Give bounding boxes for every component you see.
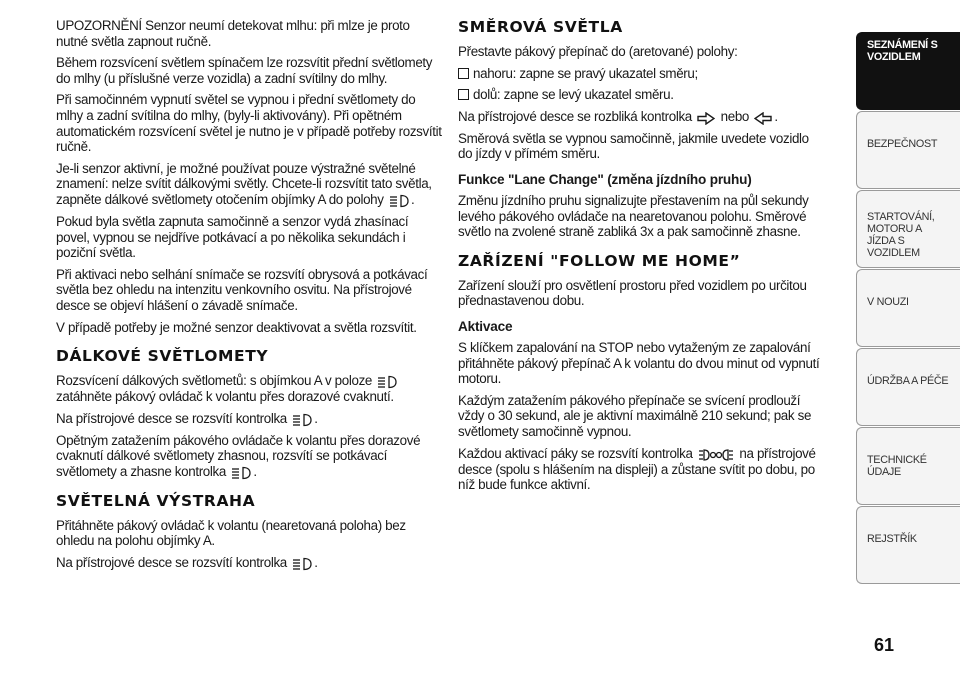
section-heading-vystraha: SVĚTELNÁ VÝSTRAHA — [56, 491, 256, 510]
left-column — [56, 18, 444, 577]
paragraph: Každým zatažením pákového přepínače se svícení prodlouží vždy o 30 sekund, ale je aktivní maximálně 210 sekund; pak se světlomety samočinně vypnou. — [458, 392, 812, 439]
high-beam-icon — [377, 375, 397, 389]
text: Opětným zatažením pákového ovládače k volantu přes dorazové cvaknutí dálkové světlomety zhasnou, rozsvítí se potkávací světlomety a zhasne kontrolka — [56, 432, 421, 479]
tab-technicke-udaje[interactable]: TECHNICKÉ ÚDAJE — [856, 427, 960, 505]
high-beam-icon — [292, 413, 312, 427]
chapter-tabs — [856, 32, 960, 585]
text: dolů: zapne se levý ukazatel směru. — [473, 87, 674, 103]
text: . — [253, 463, 257, 479]
list-item — [458, 66, 820, 82]
paragraph: Při aktivaci nebo selhání snímače se rozsvítí obrysová a potkávací světla bez ohledu na intenzitu venkovního osvitu. Na přístrojové desce se objeví hlášení o závadě snímače. — [56, 266, 428, 313]
high-beam-icon — [389, 194, 409, 208]
paragraph: Pokud byla světla zapnuta samočinně a senzor vydá zhasínací povel, vypnou se nejdříve potkávací a po několika sekundách i poziční světla. — [56, 213, 409, 261]
paragraph — [56, 411, 444, 427]
section-heading-follow-me-home: ZAŘÍZENÍ "FOLLOW ME HOME” — [458, 251, 741, 270]
paragraph: Přitáhněte pákový ovládač k volantu (nearetovaná poloha) bez ohledu na polohu objímky A. — [56, 517, 406, 549]
text: Je-li senzor aktivní, je možné používat pouze výstražné světelné znamení: nelze svítit dálkovými světly. Chcete-li rozsvítit tato světla, zapněte dálkové světlomety otočením objímky A do polohy — [56, 160, 432, 207]
text: Na přístrojové desce se rozsvítí kontrolka — [56, 410, 287, 426]
tab-seznameni[interactable]: SEZNÁMENÍ S VOZIDLEM — [856, 32, 960, 110]
section-heading-dalkove: DÁLKOVÉ SVĚTLOMETY — [56, 347, 269, 366]
text: . — [774, 108, 778, 124]
high-beam-icon — [231, 466, 251, 480]
paragraph: V případě potřeby je možné senzor deaktivovat a světla rozsvítit. — [56, 319, 417, 335]
paragraph: Směrová světla se vypnou samočinně, jakmile uvedete vozidlo do jízdy v přímém směru. — [458, 130, 809, 162]
page-number: 61 — [873, 635, 894, 655]
turn-left-arrow-icon — [754, 112, 772, 125]
text: nebo — [720, 108, 750, 124]
bullet-box-icon — [458, 89, 469, 100]
high-beam-icon — [292, 557, 312, 571]
text: . — [411, 191, 415, 207]
text: Rozsvícení dálkových světlometů: s objímkou A v poloze — [56, 373, 373, 389]
tab-startovani[interactable]: STARTOVÁNÍ, MOTORU A JÍZDA S VOZIDLEM — [856, 190, 960, 268]
tab-udrzba[interactable]: ÚDRŽBA A PÉČE — [856, 348, 960, 426]
text: Na přístrojové desce se rozsvítí kontrolka — [56, 555, 287, 571]
paragraph: Přestavte pákový přepínač do (aretované) polohy: — [458, 44, 738, 59]
text: na přístrojové desce (spolu s hlášením na displeji) a zůstane svítit po dobu, po níž bude funkce aktivní. — [458, 445, 816, 493]
paragraph — [56, 161, 444, 208]
paragraph — [458, 446, 820, 493]
paragraph: Při samočinném vypnutí světel se vypnou i přední světlomety do mlhy a zadní svítilna do mlhy, (byly-li aktivovány). Při opětném automatickém rozsvícení světel je nutno je v případě potřeby rozsvítit ručně. — [56, 92, 442, 155]
tab-rejstrik[interactable]: REJSTŘÍK — [856, 506, 960, 584]
subheading-lane-change: Funkce "Lane Change" (změna jízdního pruhu) — [458, 171, 752, 187]
paragraph — [56, 555, 444, 571]
tab-v-nouzi[interactable]: V NOUZI — [856, 269, 960, 347]
text: nahoru: zapne se pravý ukazatel směru; — [473, 65, 698, 81]
tab-bezpecnost[interactable]: BEZPEČNOST — [856, 111, 960, 189]
subheading-aktivace: Aktivace — [458, 318, 513, 334]
paragraph — [56, 373, 444, 405]
text: zatáhněte pákový ovládač k volantu přes dorazové cvaknutí. — [56, 389, 394, 405]
follow-me-home-icon — [698, 448, 734, 462]
bullet-box-icon — [458, 68, 469, 79]
text: . — [314, 410, 318, 426]
paragraph: Změnu jízdního pruhu signalizujte přestavením na půl sekundy levého pákového ovládače na nearetovanou polohu. Směrové světlo na zvolené straně zabliká 3x a pak samočinně zhasne. — [458, 192, 809, 240]
warning-paragraph: UPOZORNĚNÍ Senzor neumí detekovat mlhu: při mlze je proto nutné světla zapnout ručně. — [56, 18, 410, 49]
text: Každou aktivací páky se rozsvítí kontrolka — [458, 445, 693, 461]
paragraph — [56, 433, 444, 480]
list-item — [458, 87, 820, 103]
paragraph: Zařízení slouží pro osvětlení prostoru před vozidlem po určitou přednastavenou dobu. — [458, 277, 807, 309]
paragraph: S klíčkem zapalování na STOP nebo vytaženým ze zapalování přitáhněte pákový přepínač A k volantu do dvou minut od vypnutí motoru. — [458, 339, 820, 387]
right-column — [458, 18, 820, 499]
section-heading-smerova: SMĚROVÁ SVĚTLA — [458, 18, 623, 36]
text: . — [314, 555, 318, 571]
text: Na přístrojové desce se rozbliká kontrolka — [458, 108, 692, 124]
paragraph: Během rozsvícení světlem spínačem lze rozsvítit přední světlomety do mlhy (u příslušné verze vozidla) a zadní svítilny do mlhy. — [56, 55, 433, 86]
turn-right-arrow-icon — [697, 112, 715, 125]
paragraph — [458, 109, 820, 125]
